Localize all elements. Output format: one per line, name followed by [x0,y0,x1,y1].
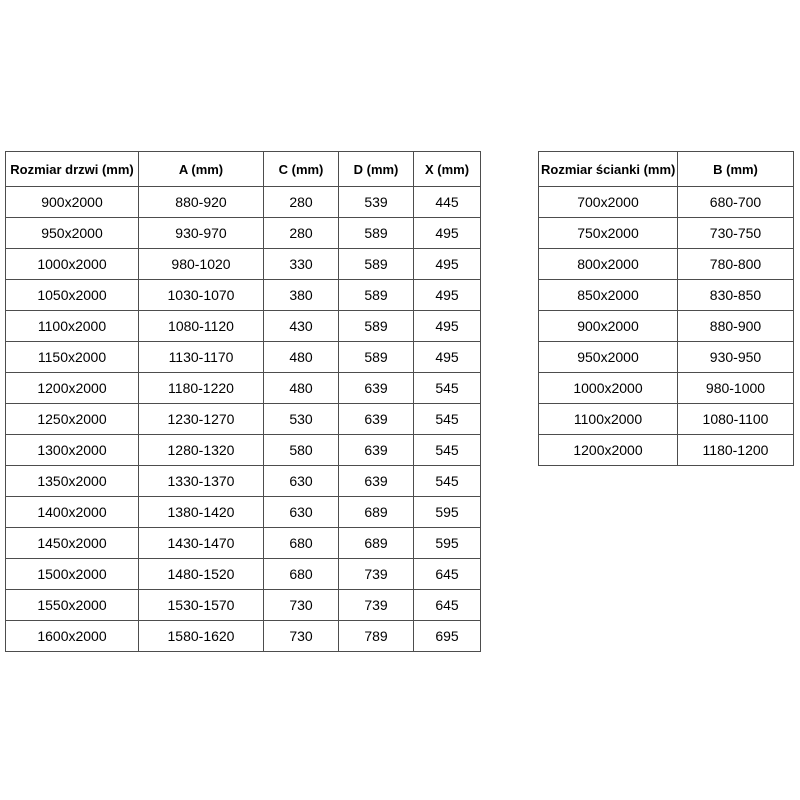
door-dimensions-table [5,151,481,652]
column-header: B (mm) [678,152,794,187]
table-cell: 380 [264,280,339,311]
table-cell: 930-950 [678,342,794,373]
table-cell: 730 [264,621,339,652]
table-cell: 900x2000 [539,311,678,342]
table-cell: 1450x2000 [6,528,139,559]
table-cell: 900x2000 [6,187,139,218]
table-row [539,280,794,311]
table-cell: 539 [339,187,414,218]
column-header: Rozmiar ścianki (mm) [539,152,678,187]
table-cell: 739 [339,559,414,590]
column-header: A (mm) [139,152,264,187]
table-row [539,311,794,342]
table-row [6,404,481,435]
table-cell: 700x2000 [539,187,678,218]
table-row [6,218,481,249]
table-cell: 280 [264,187,339,218]
table-cell: 1100x2000 [6,311,139,342]
table-cell: 495 [414,311,481,342]
table-cell: 1030-1070 [139,280,264,311]
table-cell: 1200x2000 [539,435,678,466]
table-row [6,528,481,559]
table-cell: 495 [414,280,481,311]
table-cell: 630 [264,466,339,497]
table-row [6,621,481,652]
table-cell: 1530-1570 [139,590,264,621]
table-cell: 880-920 [139,187,264,218]
table-cell: 630 [264,497,339,528]
table-cell: 495 [414,249,481,280]
table-cell: 1200x2000 [6,373,139,404]
table-cell: 595 [414,497,481,528]
table-cell: 1180-1220 [139,373,264,404]
table-cell: 680 [264,528,339,559]
table-cell: 589 [339,280,414,311]
column-header: C (mm) [264,152,339,187]
column-header: Rozmiar drzwi (mm) [6,152,139,187]
column-header: X (mm) [414,152,481,187]
table-row [539,249,794,280]
table-cell: 695 [414,621,481,652]
header-row [539,152,794,187]
table-cell: 1230-1270 [139,404,264,435]
table-cell: 1550x2000 [6,590,139,621]
table-cell: 850x2000 [539,280,678,311]
table-cell: 680 [264,559,339,590]
table-cell: 950x2000 [6,218,139,249]
table-cell: 1050x2000 [6,280,139,311]
table-cell: 1250x2000 [6,404,139,435]
table-cell: 1300x2000 [6,435,139,466]
table-cell: 680-700 [678,187,794,218]
table-cell: 739 [339,590,414,621]
table-cell: 1400x2000 [6,497,139,528]
table-cell: 1480-1520 [139,559,264,590]
table-cell: 780-800 [678,249,794,280]
table-cell: 689 [339,497,414,528]
table-cell: 1280-1320 [139,435,264,466]
table-row [539,187,794,218]
table-cell: 730 [264,590,339,621]
table-cell: 1000x2000 [539,373,678,404]
table-cell: 595 [414,528,481,559]
table-row [6,187,481,218]
table-row [6,497,481,528]
table-cell: 480 [264,342,339,373]
table-cell: 950x2000 [539,342,678,373]
column-header: D (mm) [339,152,414,187]
table-row [6,559,481,590]
table-cell: 330 [264,249,339,280]
table-cell: 495 [414,342,481,373]
table-cell: 495 [414,218,481,249]
table-row [6,435,481,466]
table-cell: 480 [264,373,339,404]
table-cell: 580 [264,435,339,466]
table-cell: 1350x2000 [6,466,139,497]
table-row [6,466,481,497]
table-cell: 1600x2000 [6,621,139,652]
table-row [539,218,794,249]
table-cell: 1080-1120 [139,311,264,342]
table-row [6,280,481,311]
table-cell: 980-1000 [678,373,794,404]
table-cell: 1000x2000 [6,249,139,280]
table-cell: 1150x2000 [6,342,139,373]
table-cell: 1100x2000 [539,404,678,435]
table-cell: 730-750 [678,218,794,249]
table-row [539,342,794,373]
wall-dimensions-table [538,151,794,466]
table-cell: 980-1020 [139,249,264,280]
table-cell: 1500x2000 [6,559,139,590]
table-cell: 1580-1620 [139,621,264,652]
table-row [6,590,481,621]
table-cell: 639 [339,373,414,404]
table-cell: 880-900 [678,311,794,342]
table-cell: 430 [264,311,339,342]
table-cell: 545 [414,373,481,404]
table-cell: 545 [414,466,481,497]
table-cell: 530 [264,404,339,435]
table-cell: 930-970 [139,218,264,249]
header-row [6,152,481,187]
table-row [6,249,481,280]
table-row [539,373,794,404]
table-cell: 280 [264,218,339,249]
table-cell: 545 [414,435,481,466]
table-cell: 789 [339,621,414,652]
table-cell: 639 [339,466,414,497]
table-cell: 1380-1420 [139,497,264,528]
table-cell: 830-850 [678,280,794,311]
table-cell: 750x2000 [539,218,678,249]
table-row [6,342,481,373]
table-cell: 1430-1470 [139,528,264,559]
table-cell: 589 [339,342,414,373]
table-cell: 445 [414,187,481,218]
table-cell: 1330-1370 [139,466,264,497]
table-cell: 689 [339,528,414,559]
table-cell: 800x2000 [539,249,678,280]
table-cell: 639 [339,404,414,435]
table-row [6,373,481,404]
table-cell: 589 [339,249,414,280]
table-cell: 645 [414,559,481,590]
table-row [6,311,481,342]
table-cell: 589 [339,311,414,342]
table-cell: 639 [339,435,414,466]
table-row [539,404,794,435]
table-cell: 645 [414,590,481,621]
table-cell: 589 [339,218,414,249]
table-cell: 1130-1170 [139,342,264,373]
table-row [539,435,794,466]
table-cell: 545 [414,404,481,435]
table-cell: 1080-1100 [678,404,794,435]
table-cell: 1180-1200 [678,435,794,466]
